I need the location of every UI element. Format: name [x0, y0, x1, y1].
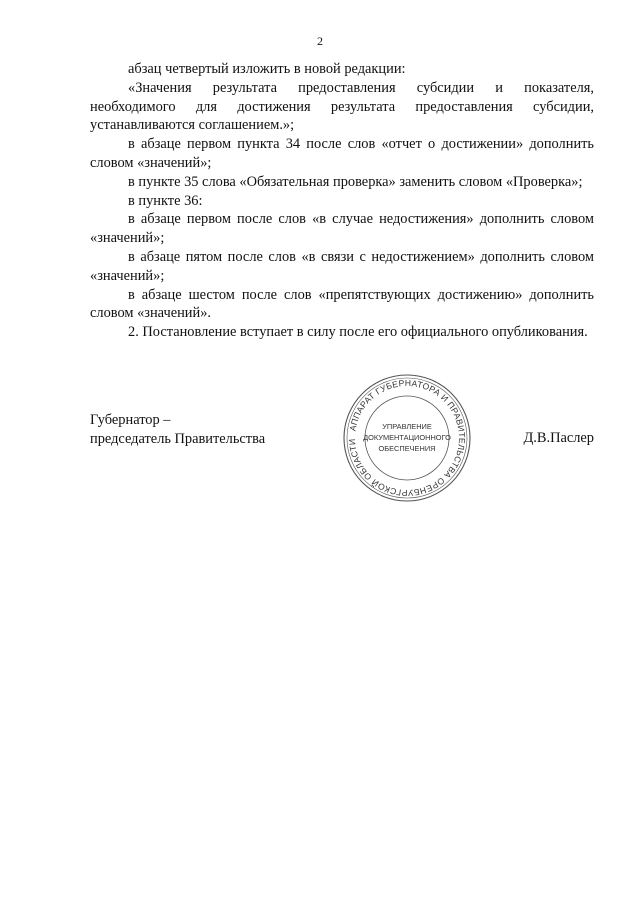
- paragraph: 2. Постановление вступает в силу после его официального опубликования.: [128, 324, 588, 341]
- paragraph: в пункте 35 слова «Обязательная проверка» заменить словом «Проверка»;: [128, 173, 583, 190]
- signatory-title-line2: председатель Правительства: [90, 430, 266, 447]
- signatory-title: [90, 411, 265, 449]
- paragraph: в абзаце первом пункта 34 после слов «отчет о достижении» дополнить словом «значений»;: [90, 136, 594, 171]
- signatory-title-line1: Губернатор –: [90, 412, 171, 428]
- paragraph: в абзаце первом после слов «в случае недостижения» дополнить словом «значений»;: [90, 211, 594, 247]
- paragraph: абзац четвертый изложить в новой редакции:: [128, 61, 406, 77]
- document-body: [90, 60, 594, 342]
- seal-center-line3: ОБЕСПЕЧЕНИЯ: [378, 444, 436, 453]
- signatory-name: Д.В.Паслер: [523, 430, 594, 446]
- paragraph: в абзаце шестом после слов «препятствующих достижению» дополнить словом «значений».: [90, 286, 594, 322]
- official-seal: [342, 373, 472, 503]
- page-number: 2: [317, 34, 323, 48]
- seal-center-line1: УПРАВЛЕНИЕ: [382, 422, 432, 431]
- seal-stamp-graphic: [342, 373, 472, 503]
- seal-center-line2: ДОКУМЕНТАЦИОННОГО: [363, 433, 451, 442]
- paragraph: «Значения результата предоставления субсидии и показателя, необходимого для достижения результата предоставления субсидии, устанавливаются соглашением.»;: [90, 79, 594, 134]
- seal-ring-text: АППАРАТ ГУБЕРНАТОРА И ПРАВИТЕЛЬСТВА ОРЕНБУРГСКОЙ ОБЛАСТИ: [346, 377, 468, 499]
- paragraph: в абзаце пятом после слов «в связи с недостижением» дополнить словом «значений»;: [90, 248, 594, 284]
- paragraph: в пункте 36:: [128, 192, 203, 209]
